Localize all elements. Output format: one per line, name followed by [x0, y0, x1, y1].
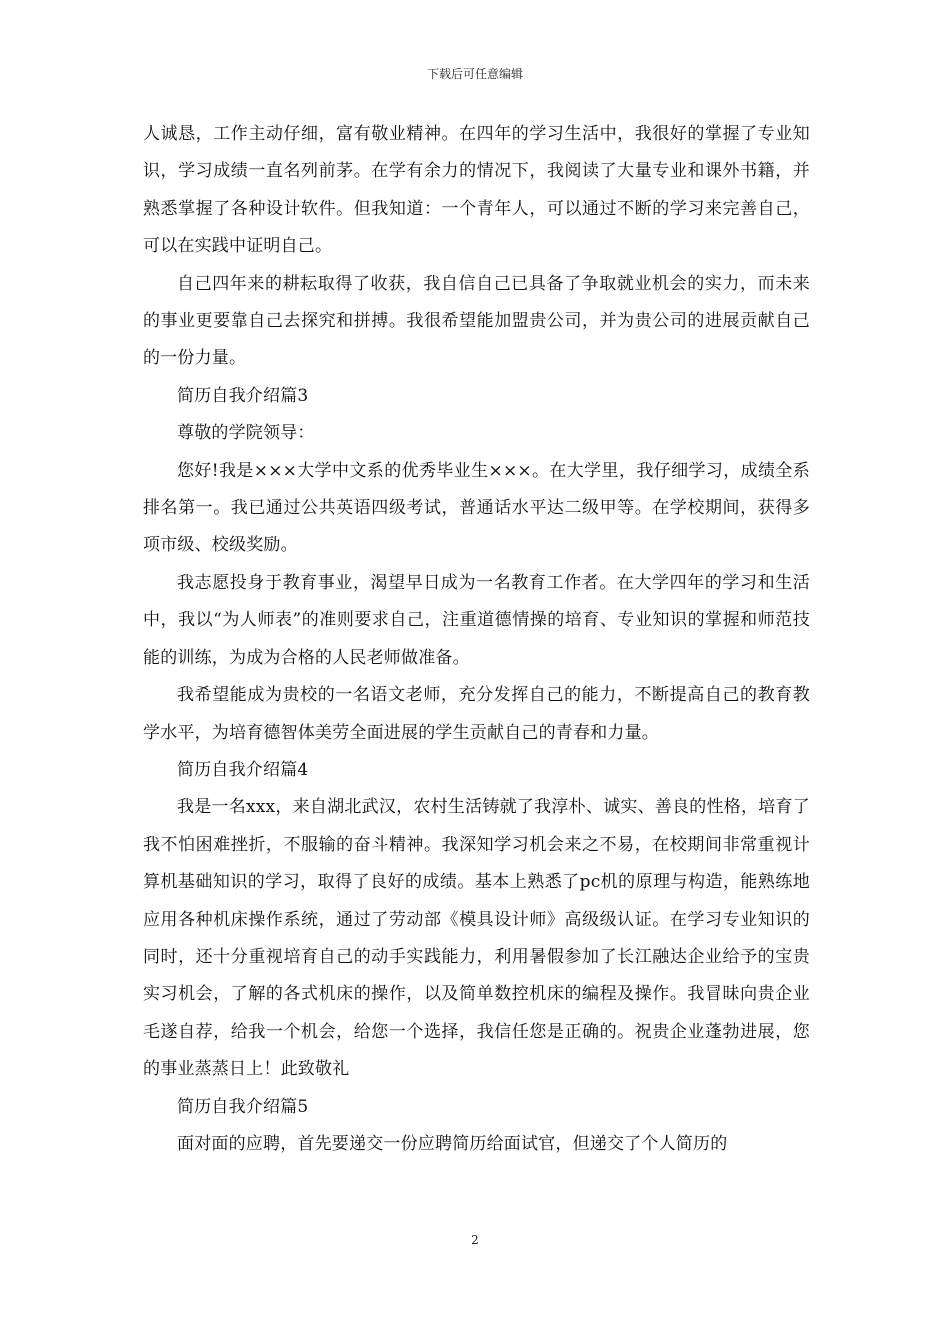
paragraph-continuation: 人诚恳，工作主动仔细，富有敬业精神。在四年的学习生活中，我很好的掌握了专业知识，学习成绩一直名列前茅。在学有余力的情况下，我阅读了大量专业和课外书籍，并熟悉掌握了各种设计软件。但我知道：一个青年人，可以通过不断的学习来完善自己，可以在实践中证明自己。 [143, 124, 810, 257]
paragraph: 我志愿投身于教育事业，渴望早日成为一名教育工作者。在大学四年的学习和生活中，我以“为人师表”的准则要求自己，注重道德情操的培育、专业知识的掌握和师范技能的训练，为成为合格的人民老师做准备。 [143, 572, 810, 668]
paragraph: 我是一名xxx，来自湖北武汉，农村生活铸就了我淳朴、诚实、善良的性格，培育了我不怕困难挫折，不服输的奋斗精神。我深知学习机会来之不易，在校期间非常重视计算机基础知识的学习，取得了良好的成绩。基本上熟悉了pc机的原理与构造，能熟练地应用各种机床操作系统，通过了劳动部《模具设计师》高级级认证。在学习专业知识的同时，还十分重视培育自己的动手实践能力，利用暑假参加了长江融达企业给予的宝贵实习机会，了解的各式机床的操作，以及简单数控机床的编程及操作。我冒昧向贵企业毛遂自荐，给我一个机会，给您一个选择，我信任您是正确的。祝贵企业蓬勃进展，您的事业蒸蒸日上！此致敬礼 [143, 797, 810, 1080]
page-header: 下载后可任意编辑 [426, 67, 523, 81]
section-heading-3: 简历自我介绍篇3 [177, 385, 309, 406]
salutation: 尊敬的学院领导： [177, 423, 315, 444]
section-heading-4: 简历自我介绍篇4 [177, 759, 309, 780]
paragraph: 我希望能成为贵校的一名语文老师，充分发挥自己的能力，不断提高自己的教育教学水平，为培育德智体美劳全面进展的学生贡献自己的青春和力量。 [143, 685, 810, 743]
page-number: 2 [471, 1233, 479, 1247]
paragraph: 面对面的应聘，首先要递交一份应聘简历给面试官，但递交了个人简历的 [177, 1133, 728, 1154]
paragraph: 您好!我是×××大学中文系的优秀毕业生×××。在大学里，我仔细学习，成绩全系排名第一。我已通过公共英语四级考试，普通话水平达二级甲等。在学校期间，获得多项市级、校级奖励。 [143, 460, 810, 556]
section-heading-5: 简历自我介绍篇5 [177, 1096, 309, 1117]
paragraph: 自己四年来的耕耘取得了收获，我自信自己已具备了争取就业机会的实力，而未来的事业更要靠自己去探究和拼搏。我很希望能加盟贵公司，并为贵公司的进展贡献自己的一份力量。 [143, 273, 810, 369]
document-body [143, 116, 810, 1163]
